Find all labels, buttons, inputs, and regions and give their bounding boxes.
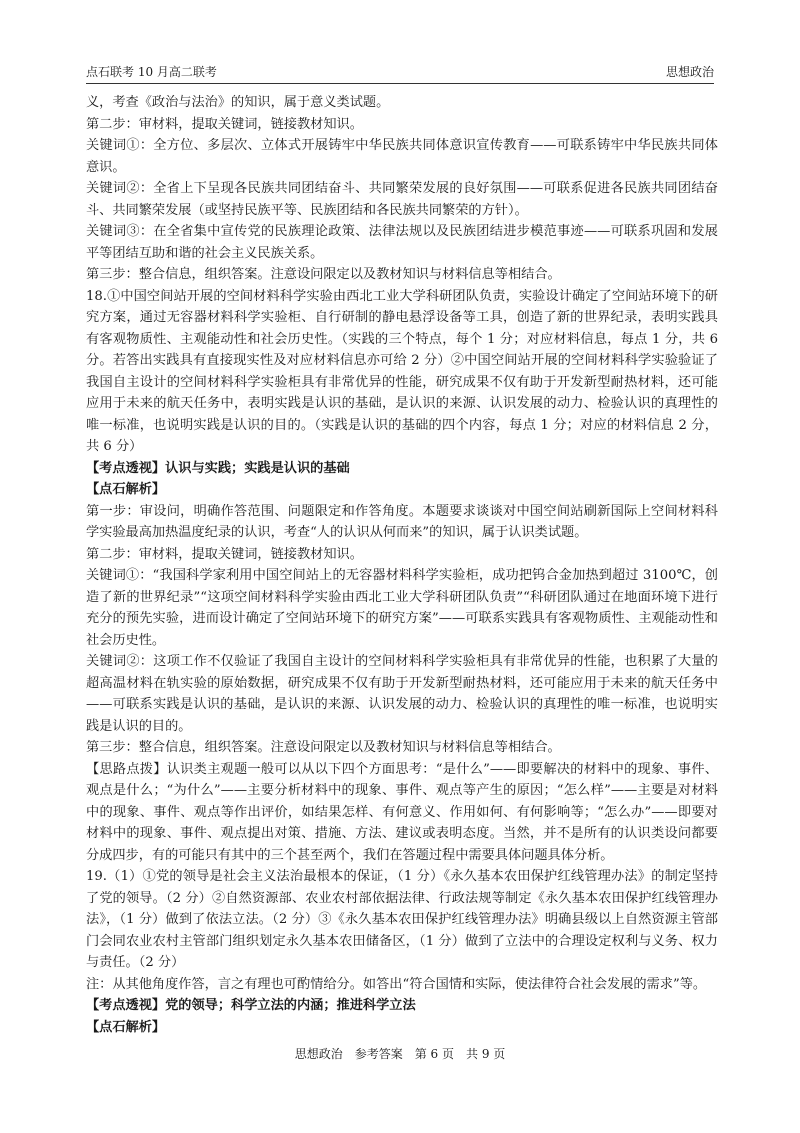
exam-point-tag: 【考点透视】党的领导；科学立法的内涵；推进科学立法 (86, 998, 416, 1013)
paragraph: 第三步：整合信息，组织答案。注意设问限定以及教材知识与材料信息等相结合。 (86, 267, 561, 282)
thinking-tips: 【思路点拨】认识类主观题一般可以从以下四个方面思考：“是什么”——即要解决的材料中的现象、事件、观点是什么；“为什么”——主要分析材料中的现象、事件、观点等产生的原因；“怎么样”——主要是对材料中的现象、事件、观点等作出评价，如结果怎样、有何意义、作用如何、有何影响等；“怎么办”——即要对材料中的现象、事件、观点提出对策、措施、方法、建议或表明态度。当然，并不是所有的认识类设问都要分成四步，有的可能只有其中的三个甚至两个，我们在答题过程中需要具体问题具体分析。 (86, 761, 718, 863)
answer-18: 18.①中国空间站开展的空间材料科学实验由西北工业大学科研团队负责，实验设计确定了空间站环境下的研究方案，通过无容器材料科学实验柜、自行研制的静电悬浮设备等工具，创造了新的世界纪录，表明实践具有客观物质性、主观能动性和社会历史性。（实践的三个特点，每个 1 分；对应材料信息，每点 1 分，共 6 分。若答出实践具有直接现实性及对应材料信息亦可给 2 分）②中国空间站开展的空间材料科学实验验证了我国自主设计的空间材料科学实验柜具有非常优异的性能，研究成果不仅有助于开发新型耐热材料，还可能应用于未来的航天任务中，表明实践是认识的基础，是认识的来源、认识发展的动力、检验认识的真理性的唯一标准，也说明实践是认识的目的。（实践是认识的基础的四个内容，每点 1 分；对应的材料信息 2 分，共 6 分） (86, 288, 718, 454)
paragraph: 义，考查《政治与法治》的知识，属于意义类试题。 (86, 95, 390, 110)
answer-body (86, 92, 718, 1038)
header-subject: 思想政治 (665, 65, 714, 79)
paragraph: 关键词③：在全省集中宣传党的民族理论政策、法律法规以及民族团结进步模范事迹——可联系巩固和发展平等团结互助和谐的社会主义民族关系。 (86, 224, 718, 261)
paragraph: 第二步：审材料，提取关键词，链接教材知识。 (86, 546, 363, 562)
paragraph: 关键词①：“我国科学家利用中国空间站上的无容器材料科学实验柜，成功把钨合金加热到超过 3100℃，创造了新的世界纪录”“这项空间材料科学实验由西北工业大学科研团队负责”“科研团队通过在地面环境下进行充分的预先实验，进而设计确定了空间站环境下的研究方案”——可联系实践具有客观物质性、主观能动性和社会历史性。 (86, 568, 718, 648)
answer-19: 19.（1）①党的领导是社会主义法治最根本的保证，（1 分）《永久基本农田保护红线管理办法》的制定坚持了党的领导。（2 分）②自然资源部、农业农村部依据法律、行政法规等制定《永久基本农田保护红线管理办法》，（1 分）做到了依法立法。（2 分）③《永久基本农田保护红线管理办法》明确县级以上自然资源主管部门会同农业农村主管部门组织划定永久基本农田储备区，（1 分）做到了立法中的合理设定权利与义务、权力与责任。（2 分） (86, 869, 718, 970)
exam-point-tag: 【考点透视】认识与实践；实践是认识的基础 (86, 460, 350, 476)
paragraph: 第二步：审材料，提取关键词，链接教材知识。 (86, 116, 363, 132)
note: 注：从其他角度作答，言之有理也可酌情给分。如答出“符合国情和实际，使法律符合社会发展的需求”等。 (86, 976, 707, 992)
analysis-tag: 【点石解析】 (86, 482, 166, 497)
paragraph: 第三步：整合信息，组织答案。注意设问限定以及教材知识与材料信息等相结合。 (86, 740, 561, 755)
paragraph: 关键词②：这项工作不仅验证了我国自主设计的空间材料科学实验柜具有非常优异的性能，也积累了大量的超高温材料在轨实验的原始数据，研究成果不仅有助于开发新型耐热材料，还可能应用于未来的航天任务中——可联系实践是认识的基础，是认识的来源、认识发展的动力、检验认识的真理性的唯一标准，也说明实践是认识的目的。 (86, 654, 718, 734)
header-exam-title: 点石联考 10 月高二联考 (86, 65, 217, 79)
analysis-tag: 【点石解析】 (86, 1019, 166, 1035)
paragraph: 关键词②：全省上下呈现各民族共同团结奋斗、共同繁荣发展的良好氛围——可联系促进各民族共同团结奋斗、共同繁荣发展（或坚持民族平等、民族团结和各民族共同繁荣的方针）。 (86, 181, 718, 218)
page-header (86, 58, 714, 84)
page-footer: 思想政治 参考答案 第 6 页 共 9 页 (294, 1047, 506, 1061)
paragraph: 第一步：审设问，明确作答范围、问题限定和作答角度。本题要求谈谈对中国空间站刷新国际上空间材料科学实验最高加热温度纪录的认识，考查“人的认识从何而来”的知识，属于认识类试题。 (86, 503, 718, 540)
paragraph: 关键词①：全方位、多层次、立体式开展铸牢中华民族共同体意识宣传教育——可联系铸牢中华民族共同体意识。 (86, 138, 718, 175)
